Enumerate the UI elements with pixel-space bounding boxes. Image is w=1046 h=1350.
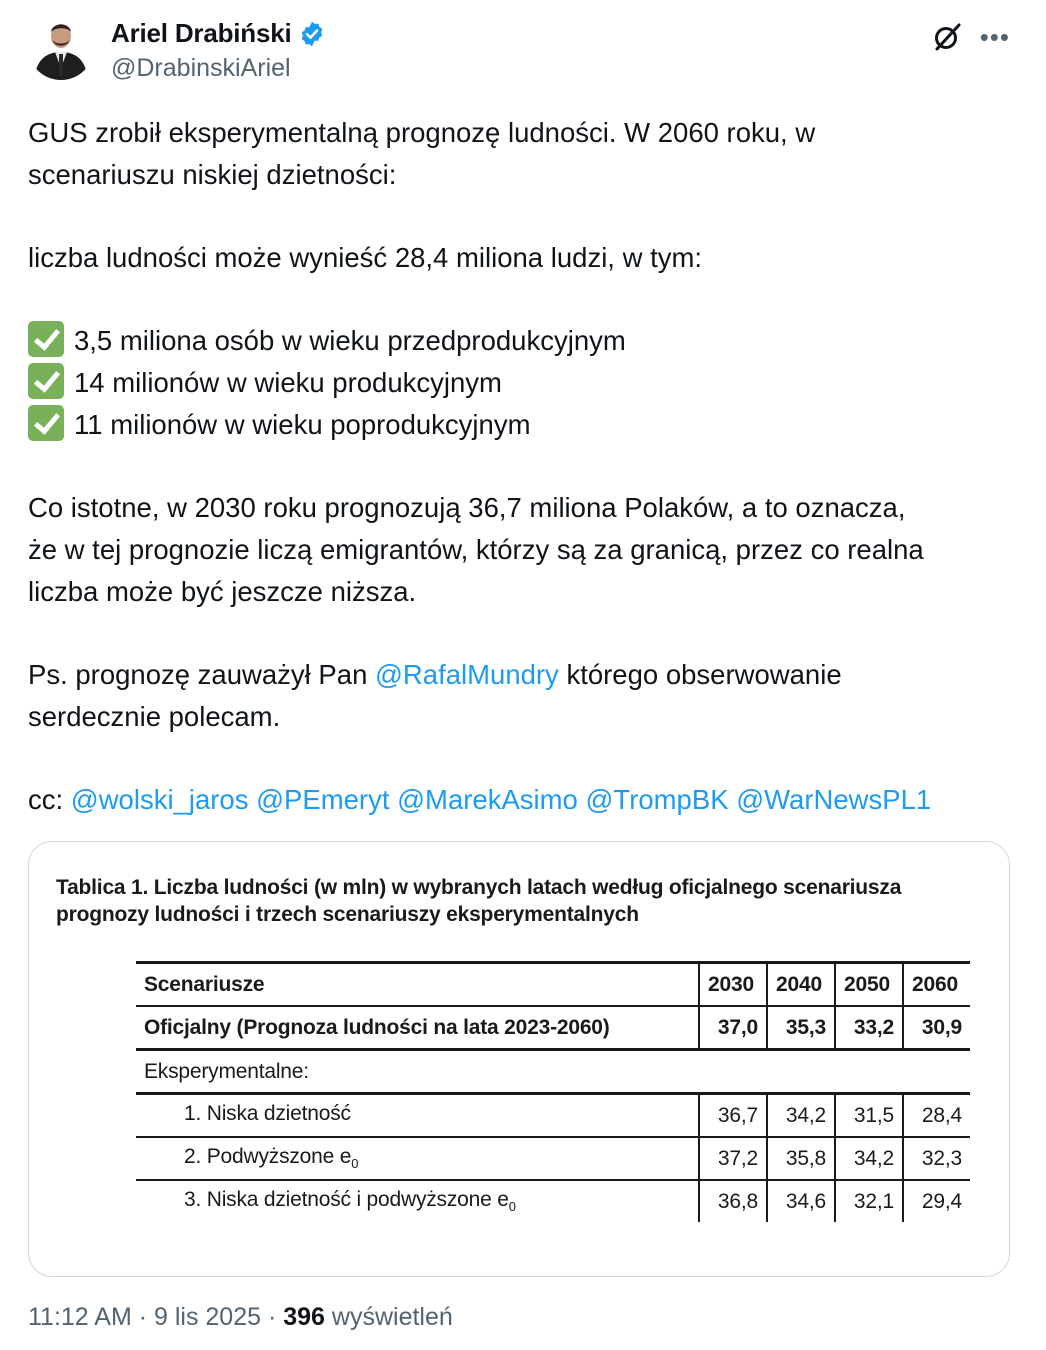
table-row [136, 1180, 970, 1222]
table-cell: 30,9 [903, 1006, 970, 1050]
cc-line: cc: @wolski_jaros @PEmeryt @MarekAsimo @TrompBK @WarNewsPL1 [28, 784, 932, 816]
table-cell: 29,4 [903, 1180, 970, 1222]
table-cell: 34,6 [767, 1180, 835, 1222]
bullet-item: 11 milionów w wieku poprodukcyjnym [28, 404, 1018, 446]
tweet-line: serdecznie polecam. [28, 700, 281, 732]
mention-link[interactable]: @MarekAsimo [397, 784, 578, 816]
mention-link[interactable]: @RafalMundry [375, 659, 559, 691]
table-cell: 35,8 [767, 1137, 835, 1180]
tweet-line: Ps. prognozę zauważył Pan @RafalMundry którego obserwowanie [28, 659, 842, 691]
author-name[interactable]: Ariel Drabiński [111, 18, 292, 48]
mention-link[interactable]: @wolski_jaros [70, 784, 249, 816]
header-cell: 2040 [767, 963, 835, 1007]
tweet-line: liczba ludności może wynieść 28,4 miliona ludzi, w tym: [28, 242, 703, 274]
views-count[interactable]: 396 [283, 1303, 325, 1331]
row-label: 1. Niska dzietność [136, 1094, 699, 1138]
table-cell: 36,8 [699, 1180, 767, 1222]
tweet-line: liczba może być jeszcze niższa. [28, 575, 417, 607]
tweet-line: Co istotne, w 2030 roku prognozują 36,7 miliona Polaków, a to oznacza, [28, 492, 906, 524]
header-cell: 2050 [835, 963, 903, 1007]
tweet-header [28, 14, 1018, 94]
table-row [136, 1094, 970, 1138]
tweet-line: GUS zrobił eksperymentalną prognozę ludności. W 2060 roku, w [28, 117, 816, 148]
attached-image[interactable] [28, 841, 1010, 1277]
table-cell: 33,2 [835, 1006, 903, 1050]
tweet-line: scenariuszu niskiej dzietności: [28, 158, 397, 190]
avatar[interactable] [28, 14, 94, 80]
table-cell: 35,3 [767, 1006, 835, 1050]
table-cell: 37,0 [699, 1006, 767, 1050]
avatar-photo [28, 14, 94, 80]
views-label: wyświetleń [324, 1303, 453, 1331]
row-label: Oficjalny (Prognoza ludności na lata 2023-2060) [136, 1006, 699, 1050]
tweet-date[interactable]: 9 lis 2025 [154, 1303, 262, 1331]
table-cell: 34,2 [767, 1094, 835, 1138]
table-cell: 36,7 [699, 1094, 767, 1138]
bullet-item: 3,5 miliona osób w wieku przedprodukcyjnym [28, 320, 1018, 362]
white-check-mark-icon [28, 405, 64, 441]
table-cell: 31,5 [835, 1094, 903, 1138]
verified-badge-icon[interactable] [298, 20, 326, 48]
table-header-row [136, 963, 970, 1007]
table-row [136, 1137, 970, 1180]
tweet-line: że w tej prognozie liczą emigrantów, którzy są za granicą, przez co realna [28, 533, 924, 565]
mention-link[interactable]: @WarNewsPL1 [736, 784, 932, 816]
table-cell: 32,3 [903, 1137, 970, 1180]
mention-link[interactable]: @PEmeryt [256, 784, 390, 816]
white-check-mark-icon [28, 363, 64, 399]
white-check-mark-icon [28, 321, 64, 357]
table-cell: 37,2 [699, 1137, 767, 1180]
population-table [136, 961, 970, 1222]
row-label: 3. Niska dzietność i podwyższone $e_0$ [136, 1180, 699, 1222]
grok-icon[interactable] [932, 22, 962, 52]
table-cell: 34,2 [835, 1137, 903, 1180]
table-row [136, 1006, 970, 1050]
header-cell: Scenariusze [136, 963, 699, 1007]
table-row [136, 1050, 970, 1094]
header-cell: 2030 [699, 963, 767, 1007]
tweet-meta: 11:12 AM · 9 lis 2025 · 396 wyświetleń [28, 1303, 453, 1331]
more-options-icon[interactable]: ••• [979, 22, 1010, 52]
header-cell: 2060 [903, 963, 970, 1007]
author-handle[interactable]: @DrabinskiAriel [111, 54, 291, 82]
row-label: 2. Podwyższone $e_0$ [136, 1137, 699, 1180]
row-label: Eksperymentalne: [136, 1050, 970, 1094]
table-cell: 28,4 [903, 1094, 970, 1138]
table-cell: 32,1 [835, 1180, 903, 1222]
mention-link[interactable]: @TrompBK [585, 784, 729, 816]
tweet-time[interactable]: 11:12 AM [28, 1303, 132, 1331]
tweet-text [28, 112, 1018, 821]
table-caption: Tablica 1. Liczba ludności (w mln) w wybranych latach według oficjalnego scenariusza prognozy ludności i trzech scenariuszy eksperymentalnych [56, 876, 902, 926]
bullet-item: 14 milionów w wieku produkcyjnym [28, 362, 1018, 404]
